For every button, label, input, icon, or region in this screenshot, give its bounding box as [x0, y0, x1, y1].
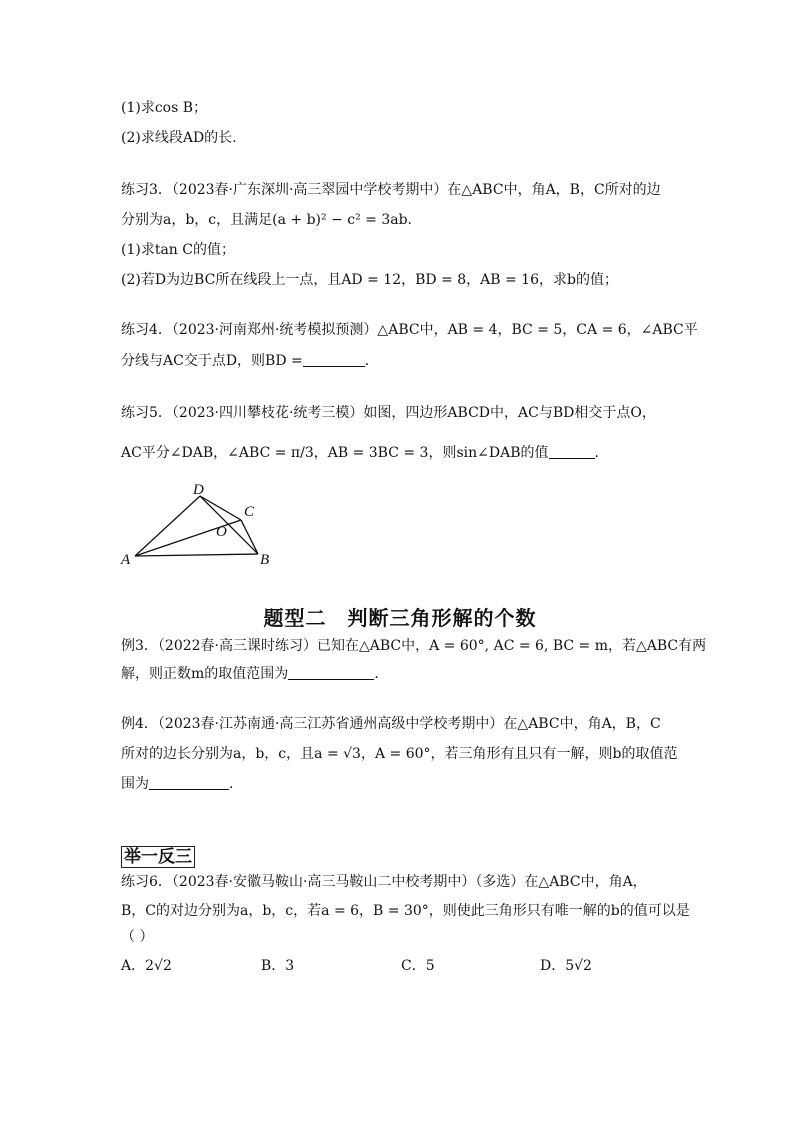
part1-question: (1)求cos B；	[121, 100, 208, 116]
answer-blank	[288, 665, 374, 680]
exercise6-line1: 练习6．（2023春·安徽马鞍山·高三马鞍山二中校考期中）（多选）在△ABC中，角A，	[121, 874, 647, 890]
section-title: 题型二 判断三角形解的个数	[263, 606, 537, 630]
vertex-label-d: D	[193, 482, 204, 498]
period: .	[594, 445, 599, 461]
part2-question: (2)求线段AD的长.	[121, 130, 237, 146]
exercise5-line2	[121, 443, 599, 463]
example4-line2: 所对的边长分别为a，b，c，且a = √3，A = 60°，若三角形有且只有一解，则b的取值范	[121, 746, 678, 762]
example3-line1: 例3．（2022春·高三课时练习）已知在△ABC中，A = 60°, AC = 6, BC = m，若△ABC有两	[121, 638, 707, 654]
period: .	[229, 776, 234, 792]
period: .	[364, 353, 370, 369]
vertex-label-a: A	[121, 552, 131, 568]
option-b: B．3	[261, 958, 295, 974]
example3-text: 解，则正数m的取值范围为	[121, 666, 289, 682]
exercise4-text: 分线与AC交于点D，则BD =	[121, 353, 303, 369]
example4-text: 围为	[121, 776, 149, 792]
option-d: D．5√2	[540, 958, 592, 974]
example3-line2	[121, 664, 379, 684]
period: .	[374, 666, 379, 682]
example4-line1: 例4．（2023春·江苏南通·高三江苏省通州高级中学校考期中）在△ABC中，角A，B，C	[121, 716, 661, 732]
exercise4-line2	[121, 351, 369, 371]
point-label-o: O	[216, 524, 227, 540]
exercise3-part2: (2)若D为边BC所在线段上一点，且AD = 12，BD = 8，AB = 16，求b的值；	[121, 272, 618, 288]
exercise4-line1: 练习4．（2023·河南郑州·统考模拟预测）△ABC中，AB = 4，BC = 5，CA = 6，∠ABC平	[121, 322, 698, 338]
vertex-label-b: B	[260, 552, 270, 568]
exercise5-line1: 练习5．（2023·四川攀枝花·统考三模）如图，四边形ABCD中，AC与BD相交于点O，	[121, 405, 656, 421]
quadrilateral-figure	[115, 478, 285, 574]
exercise3-line1: 练习3．（2023春·广东深圳·高三翠园中学校考期中）在△ABC中，角A，B，C所对的边	[121, 182, 661, 198]
practice-tag: 举一反三	[121, 846, 195, 868]
option-c: C．5	[401, 958, 435, 974]
vertex-label-c: C	[244, 504, 255, 520]
example4-line3	[121, 774, 233, 794]
answer-blank	[149, 775, 229, 790]
option-a: A．2√2	[121, 958, 172, 974]
exercise5-text: AC平分∠DAB，∠ABC = π/3，AB = 3BC = 3，则sin∠DAB的值	[121, 445, 549, 461]
answer-blank	[549, 444, 595, 459]
exercise3-part1: (1)求tan C的值；	[121, 242, 235, 258]
answer-blank	[303, 352, 365, 367]
exercise6-paren: （ ）	[121, 929, 154, 945]
exercise3-line2: 分别为a，b，c，且满足(a + b)² − c² = 3ab.	[121, 212, 413, 228]
exercise6-line2: B，C的对边分别为a，b，c，若a = 6，B = 30°，则使此三角形只有唯一解的b的值可以是	[121, 903, 690, 919]
